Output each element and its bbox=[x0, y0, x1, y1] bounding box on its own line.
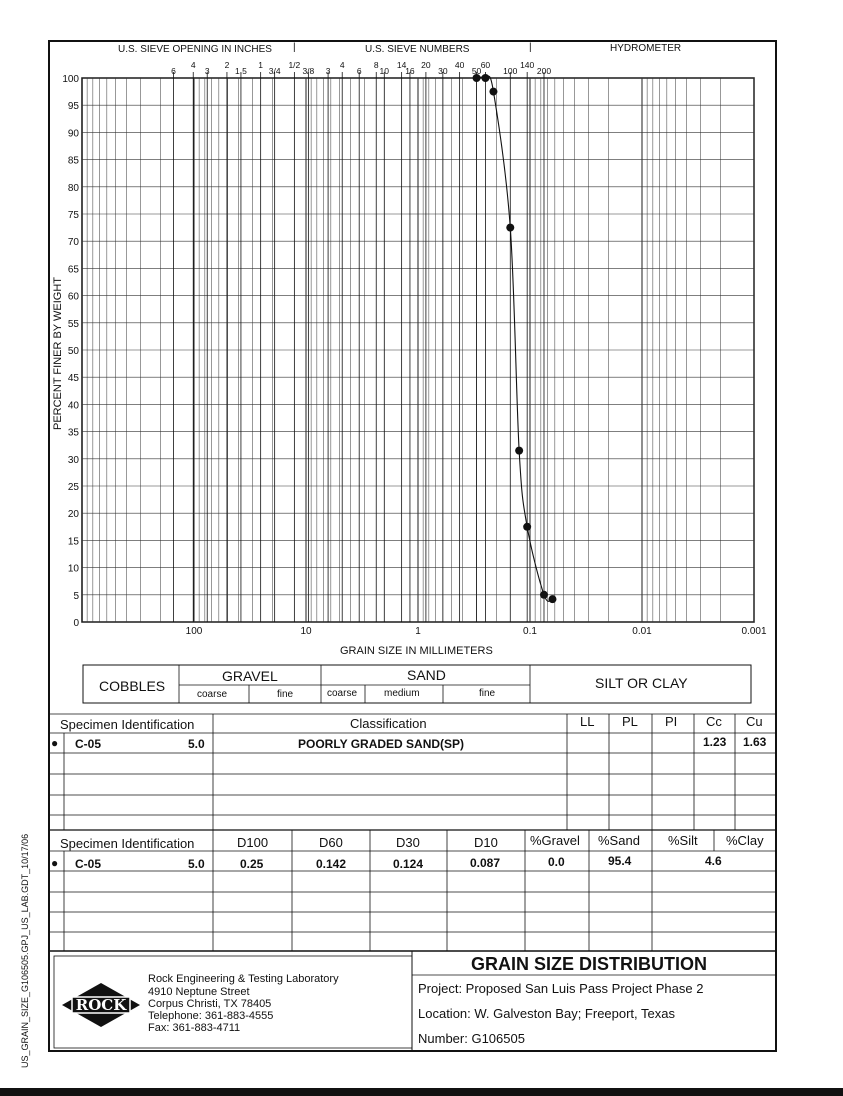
t1-header-ll: LL bbox=[580, 714, 595, 729]
sieve-opening-label: 1/2 bbox=[288, 60, 301, 70]
report-number: Number: G106505 bbox=[418, 1031, 525, 1046]
t2-row-d60: 0.142 bbox=[316, 857, 347, 871]
y-axis-label: PERCENT FINER BY WEIGHT bbox=[52, 276, 64, 430]
sieve-number-label: 100 bbox=[503, 66, 518, 76]
t1-row-classification: POORLY GRADED SAND(SP) bbox=[298, 737, 465, 751]
sieve-opening-label: 6 bbox=[171, 66, 176, 76]
t2-header-d10: D10 bbox=[474, 835, 498, 850]
t1-row-cc: 1.23 bbox=[703, 735, 727, 749]
y-tick-label: 90 bbox=[67, 128, 79, 140]
class-gravel-coarse: coarse bbox=[197, 689, 228, 700]
header-divider-1: | bbox=[293, 42, 296, 53]
class-sand: SAND bbox=[407, 667, 446, 683]
sieve-opening-label: 3 bbox=[204, 66, 210, 76]
y-tick-label: 85 bbox=[67, 155, 79, 167]
class-sand-medium: medium bbox=[384, 688, 420, 699]
t2-row-d30: 0.124 bbox=[393, 857, 424, 871]
sieve-opening-label: 4 bbox=[190, 60, 196, 70]
class-sand-coarse: coarse bbox=[327, 688, 358, 699]
x-tick-label: 100 bbox=[185, 626, 203, 637]
y-tick-label: 80 bbox=[67, 182, 79, 194]
x-tick-label: 1 bbox=[415, 626, 421, 637]
t1-header-classification: Classification bbox=[350, 716, 427, 731]
file-footer-note: US_GRAIN_SIZE_G106505.GPJ_US_LAB.GDT_10/17/06 bbox=[20, 833, 30, 1068]
x-tick-label: 10 bbox=[300, 626, 312, 637]
t2-header-silt: %Silt bbox=[668, 833, 698, 848]
y-tick-label: 20 bbox=[67, 509, 79, 521]
sieve-opening-label: 1.5 bbox=[235, 66, 247, 76]
y-tick-label: 65 bbox=[67, 264, 79, 276]
company-city: Corpus Christi, TX 78405 bbox=[148, 998, 272, 1010]
y-tick-label: 25 bbox=[67, 482, 79, 493]
t2-row-d10: 0.087 bbox=[470, 856, 501, 870]
sieve-opening-label: 3/4 bbox=[268, 66, 281, 76]
y-tick-label: 15 bbox=[67, 536, 79, 548]
t2-row-silt-clay: 4.6 bbox=[705, 854, 722, 868]
sieve-number-label: 16 bbox=[405, 66, 415, 76]
report-title: GRAIN SIZE DISTRIBUTION bbox=[471, 954, 708, 974]
header-sieve-opening: U.S. SIEVE OPENING IN INCHES bbox=[118, 44, 272, 55]
class-silt-clay: SILT OR CLAY bbox=[595, 675, 688, 691]
data-point bbox=[506, 224, 514, 232]
report-location: Location: W. Galveston Bay; Freeport, Texas bbox=[418, 1006, 675, 1021]
t2-header-d30: D30 bbox=[396, 835, 420, 850]
t1-header-pl: PL bbox=[622, 714, 638, 729]
sieve-number-label: 8 bbox=[373, 60, 379, 70]
t1-header-cu: Cu bbox=[746, 714, 763, 729]
sieve-opening-label: 2 bbox=[224, 60, 230, 70]
t2-header-gravel: %Gravel bbox=[530, 833, 580, 848]
t2-row-bullet: ● bbox=[51, 856, 59, 870]
svg-text:ROCK: ROCK bbox=[75, 996, 127, 1014]
data-point bbox=[548, 595, 556, 603]
chart-text bbox=[62, 60, 767, 637]
y-tick-label: 10 bbox=[67, 563, 79, 575]
x-tick-label: 0.001 bbox=[741, 626, 767, 637]
company-street: 4910 Neptune Street bbox=[148, 986, 250, 998]
rock-logo bbox=[62, 983, 140, 1027]
y-tick-label: 5 bbox=[73, 590, 79, 602]
sieve-number-label: 20 bbox=[421, 60, 431, 70]
data-point bbox=[481, 74, 489, 82]
sieve-number-label: 140 bbox=[520, 60, 535, 70]
t2-row-gravel: 0.0 bbox=[548, 855, 565, 869]
company-fax: Fax: 361-883-4711 bbox=[148, 1022, 241, 1034]
t2-row-id: C-05 bbox=[75, 857, 102, 871]
sieve-number-label: 3 bbox=[325, 66, 331, 76]
sieve-number-label: 30 bbox=[438, 66, 448, 76]
t1-row-id: C-05 bbox=[75, 737, 102, 751]
t1-row-cu: 1.63 bbox=[743, 735, 767, 749]
t1-row-depth: 5.0 bbox=[188, 737, 205, 751]
data-point bbox=[515, 447, 523, 455]
scan-edge bbox=[0, 1088, 843, 1096]
company-name: Rock Engineering & Testing Laboratory bbox=[148, 973, 339, 985]
y-tick-label: 40 bbox=[67, 400, 79, 412]
t2-header-specimen: Specimen Identification bbox=[60, 836, 195, 851]
class-gravel: GRAVEL bbox=[222, 668, 278, 684]
class-gravel-fine: fine bbox=[277, 689, 294, 700]
company-phone: Telephone: 361-883-4555 bbox=[148, 1010, 274, 1022]
data-point bbox=[489, 88, 497, 96]
sieve-number-label: 14 bbox=[396, 60, 407, 70]
y-tick-label: 55 bbox=[67, 318, 79, 330]
y-tick-label: 60 bbox=[67, 291, 79, 303]
class-sand-fine: fine bbox=[479, 688, 496, 699]
t1-row-bullet: ● bbox=[51, 736, 59, 750]
t1-header-specimen: Specimen Identification bbox=[60, 717, 195, 732]
x-tick-label: 0.1 bbox=[523, 626, 537, 637]
header-hydrometer: HYDROMETER bbox=[610, 43, 682, 54]
t2-header-sand: %Sand bbox=[598, 833, 640, 848]
sieve-number-label: 4 bbox=[339, 60, 345, 70]
y-tick-label: 95 bbox=[67, 101, 79, 113]
y-tick-label: 45 bbox=[67, 373, 79, 385]
t2-row-d100: 0.25 bbox=[240, 857, 264, 871]
sieve-number-label: 200 bbox=[536, 66, 552, 76]
t2-header-d100: D100 bbox=[237, 835, 269, 850]
t2-header-clay: %Clay bbox=[726, 833, 764, 848]
report-project: Project: Proposed San Luis Pass Project Phase 2 bbox=[418, 981, 704, 996]
header-sieve-numbers: U.S. SIEVE NUMBERS bbox=[365, 44, 470, 55]
sieve-number-label: 6 bbox=[356, 66, 362, 76]
y-tick-label: 0 bbox=[73, 618, 79, 629]
y-tick-label: 100 bbox=[62, 74, 79, 85]
chart-grid bbox=[50, 72, 776, 1050]
sieve-number-label: 50 bbox=[471, 66, 482, 76]
t2-row-sand: 95.4 bbox=[608, 854, 632, 868]
sieve-number-label: 10 bbox=[379, 66, 390, 76]
data-point bbox=[540, 591, 548, 599]
y-tick-label: 50 bbox=[67, 346, 79, 357]
sieve-number-label: 60 bbox=[480, 60, 491, 70]
y-tick-label: 70 bbox=[67, 237, 79, 249]
t2-header-d60: D60 bbox=[319, 835, 343, 850]
class-cobbles: COBBLES bbox=[99, 678, 166, 694]
t1-header-pi: PI bbox=[665, 714, 678, 729]
t1-header-cc: Cc bbox=[706, 714, 722, 729]
data-point bbox=[523, 523, 531, 531]
y-tick-label: 30 bbox=[67, 454, 79, 466]
x-tick-label: 0.01 bbox=[632, 626, 652, 637]
sieve-number-label: 40 bbox=[454, 60, 465, 70]
sieve-opening-label: 3/8 bbox=[302, 66, 315, 76]
t2-row-depth: 5.0 bbox=[188, 857, 205, 871]
sieve-opening-label: 1 bbox=[258, 60, 264, 70]
x-axis-label: GRAIN SIZE IN MILLIMETERS bbox=[340, 645, 493, 657]
y-tick-label: 35 bbox=[67, 427, 79, 439]
y-tick-label: 75 bbox=[67, 210, 79, 221]
header-divider-2: | bbox=[529, 42, 532, 53]
